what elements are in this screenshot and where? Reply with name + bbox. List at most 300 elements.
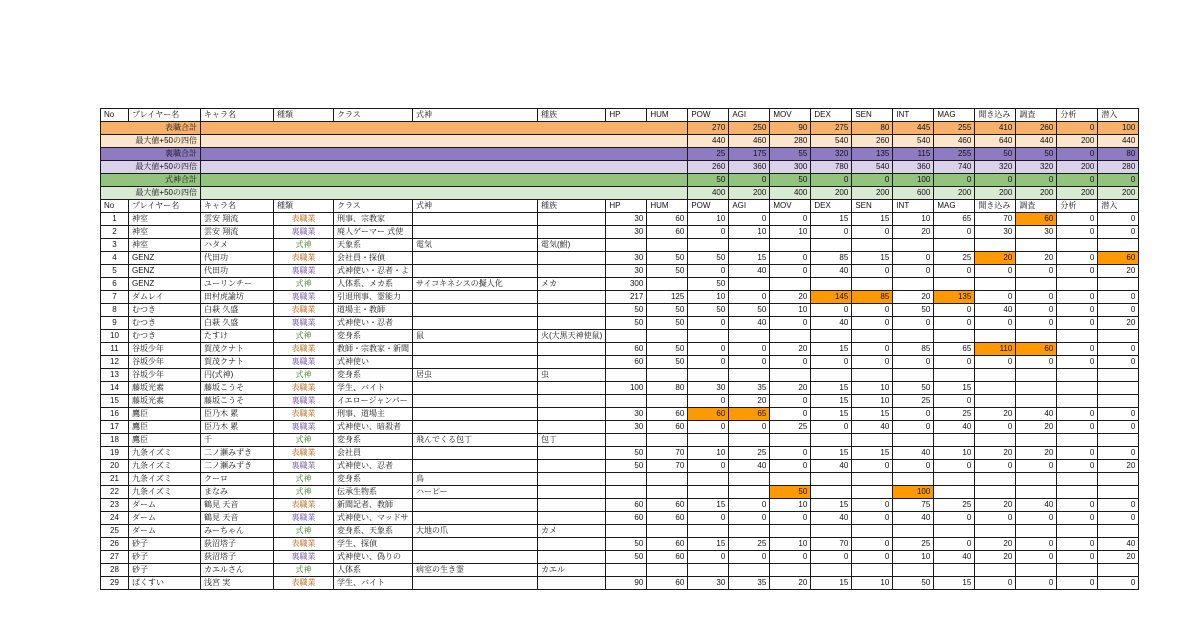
stat-cell[interactable]: 0 (852, 304, 893, 317)
character-name-cell[interactable]: 千 (201, 434, 274, 447)
stat-cell[interactable] (893, 330, 934, 343)
stat-cell[interactable] (1098, 330, 1139, 343)
stat-cell[interactable]: 40 (934, 551, 975, 564)
stat-cell[interactable]: 110 (975, 343, 1016, 356)
race-cell[interactable] (538, 382, 606, 395)
stat-cell[interactable]: 50 (647, 304, 688, 317)
summary-value[interactable]: 260 (688, 161, 729, 174)
stat-cell[interactable] (893, 369, 934, 382)
stat-cell[interactable] (1016, 564, 1057, 577)
stat-cell[interactable]: 0 (811, 356, 852, 369)
stat-cell[interactable]: 0 (770, 213, 811, 226)
stat-cell[interactable] (852, 525, 893, 538)
summary-merged-cell[interactable] (201, 135, 688, 148)
stat-cell[interactable]: 25 (729, 538, 770, 551)
class-cell[interactable]: 学生、探偵 (334, 538, 413, 551)
row-number-cell[interactable]: 25 (101, 525, 129, 538)
shikigami-cell[interactable] (413, 408, 538, 421)
stat-cell[interactable]: 60 (647, 499, 688, 512)
race-cell[interactable] (538, 395, 606, 408)
row-number-cell[interactable]: 18 (101, 434, 129, 447)
type-cell[interactable]: 裏職業 (274, 421, 334, 434)
stat-cell[interactable]: 0 (852, 265, 893, 278)
stat-cell[interactable]: 15 (852, 252, 893, 265)
stat-cell[interactable]: 40 (811, 265, 852, 278)
stat-cell[interactable] (975, 395, 1016, 408)
shikigami-cell[interactable] (413, 304, 538, 317)
summary-value[interactable]: 25 (688, 148, 729, 161)
stat-cell[interactable]: 40 (729, 317, 770, 330)
stat-cell[interactable]: 0 (1057, 226, 1098, 239)
stat-cell[interactable] (688, 525, 729, 538)
stat-cell[interactable]: 0 (1016, 317, 1057, 330)
column-header-16[interactable]: MAG (934, 109, 975, 122)
stat-cell[interactable]: 20 (1098, 317, 1139, 330)
summary-value[interactable]: 200 (729, 187, 770, 200)
race-cell[interactable] (538, 408, 606, 421)
stat-cell[interactable] (852, 239, 893, 252)
stat-cell[interactable] (975, 525, 1016, 538)
stat-cell[interactable] (647, 564, 688, 577)
player-name-cell[interactable]: 鷹臣 (129, 434, 201, 447)
race-cell[interactable] (538, 473, 606, 486)
stat-cell[interactable]: 0 (893, 460, 934, 473)
class-cell[interactable]: 会社員・探偵 (334, 252, 413, 265)
column-header-20[interactable]: 潜入 (1098, 200, 1139, 213)
player-name-cell[interactable]: むつき (129, 304, 201, 317)
stat-cell[interactable] (770, 525, 811, 538)
stat-cell[interactable]: 65 (934, 213, 975, 226)
stat-cell[interactable]: 40 (893, 512, 934, 525)
class-cell[interactable]: 会社員 (334, 447, 413, 460)
column-header-19[interactable]: 分析 (1057, 200, 1098, 213)
character-name-cell[interactable]: 二ノ瀬みずき (201, 460, 274, 473)
row-number-cell[interactable]: 3 (101, 239, 129, 252)
stat-cell[interactable]: 40 (1016, 408, 1057, 421)
stat-cell[interactable]: 0 (934, 317, 975, 330)
stat-cell[interactable]: 0 (975, 265, 1016, 278)
shikigami-cell[interactable]: 病室の生き霊 (413, 564, 538, 577)
character-name-cell[interactable]: 臣乃木 累 (201, 408, 274, 421)
row-number-cell[interactable]: 7 (101, 291, 129, 304)
stat-cell[interactable]: 0 (1098, 291, 1139, 304)
stat-cell[interactable]: 0 (1016, 551, 1057, 564)
type-cell[interactable]: 表職業 (274, 304, 334, 317)
summary-value[interactable]: 200 (975, 187, 1016, 200)
class-cell[interactable]: 道場主・教師 (334, 304, 413, 317)
stat-cell[interactable]: 60 (647, 421, 688, 434)
column-header-18[interactable]: 調査 (1016, 109, 1057, 122)
stat-cell[interactable]: 60 (647, 408, 688, 421)
shikigami-cell[interactable] (413, 447, 538, 460)
column-header-3[interactable]: キャラ名 (201, 109, 274, 122)
summary-value[interactable]: 200 (934, 187, 975, 200)
stat-cell[interactable] (975, 473, 1016, 486)
type-cell[interactable]: 裏職業 (274, 460, 334, 473)
stat-cell[interactable] (606, 486, 647, 499)
stat-cell[interactable] (975, 239, 1016, 252)
stat-cell[interactable] (893, 434, 934, 447)
stat-cell[interactable]: 0 (770, 447, 811, 460)
row-number-cell[interactable]: 10 (101, 330, 129, 343)
stat-cell[interactable]: 10 (852, 395, 893, 408)
stat-cell[interactable] (1057, 382, 1098, 395)
player-name-cell[interactable]: 藤坂光素 (129, 395, 201, 408)
stat-cell[interactable]: 0 (1098, 226, 1139, 239)
summary-value[interactable]: 400 (688, 187, 729, 200)
player-name-cell[interactable]: GENZ (129, 252, 201, 265)
summary-value[interactable]: 100 (893, 174, 934, 187)
summary-value[interactable]: 780 (811, 161, 852, 174)
player-name-cell[interactable]: ダーム (129, 512, 201, 525)
race-cell[interactable] (538, 343, 606, 356)
type-cell[interactable]: 裏職業 (274, 395, 334, 408)
summary-value[interactable]: 0 (1057, 174, 1098, 187)
stat-cell[interactable]: 0 (1057, 317, 1098, 330)
stat-cell[interactable]: 40 (852, 421, 893, 434)
stat-cell[interactable]: 0 (893, 356, 934, 369)
summary-value[interactable]: 440 (1098, 135, 1139, 148)
shikigami-cell[interactable] (413, 499, 538, 512)
stat-cell[interactable] (934, 525, 975, 538)
stat-cell[interactable]: 50 (893, 382, 934, 395)
row-number-cell[interactable]: 21 (101, 473, 129, 486)
stat-cell[interactable]: 0 (688, 395, 729, 408)
stat-cell[interactable]: 0 (852, 356, 893, 369)
stat-cell[interactable]: 30 (688, 382, 729, 395)
stat-cell[interactable]: 10 (688, 447, 729, 460)
summary-value[interactable]: 0 (934, 174, 975, 187)
class-cell[interactable]: 変身系、天象系 (334, 525, 413, 538)
summary-value[interactable]: 90 (770, 122, 811, 135)
stat-cell[interactable]: 15 (688, 538, 729, 551)
character-name-cell[interactable]: ユーリンチー (201, 278, 274, 291)
column-header-16[interactable]: MAG (934, 200, 975, 213)
stat-cell[interactable]: 100 (893, 486, 934, 499)
stat-cell[interactable] (975, 564, 1016, 577)
stat-cell[interactable]: 0 (975, 291, 1016, 304)
type-cell[interactable]: 式神 (274, 486, 334, 499)
type-cell[interactable]: 表職業 (274, 447, 334, 460)
stat-cell[interactable]: 0 (1057, 213, 1098, 226)
summary-value[interactable]: 640 (975, 135, 1016, 148)
character-name-cell[interactable]: みーちゃん (201, 525, 274, 538)
summary-value[interactable]: 135 (852, 148, 893, 161)
stat-cell[interactable]: 15 (688, 499, 729, 512)
stat-cell[interactable] (647, 486, 688, 499)
class-cell[interactable]: 引退刑事、霊能力 (334, 291, 413, 304)
race-cell[interactable] (538, 551, 606, 564)
stat-cell[interactable]: 0 (770, 317, 811, 330)
stat-cell[interactable]: 30 (606, 252, 647, 265)
stat-cell[interactable]: 30 (606, 226, 647, 239)
summary-value[interactable]: 275 (811, 122, 852, 135)
stat-cell[interactable]: 30 (606, 408, 647, 421)
player-name-cell[interactable]: むつき (129, 330, 201, 343)
stat-cell[interactable] (606, 525, 647, 538)
row-number-cell[interactable]: 29 (101, 577, 129, 590)
summary-value[interactable]: 260 (852, 135, 893, 148)
stat-cell[interactable]: 20 (770, 291, 811, 304)
character-name-cell[interactable]: 藤坂こうそ (201, 382, 274, 395)
stat-cell[interactable]: 25 (729, 447, 770, 460)
type-cell[interactable]: 式神 (274, 525, 334, 538)
row-number-cell[interactable]: 19 (101, 447, 129, 460)
shikigami-cell[interactable] (413, 252, 538, 265)
stat-cell[interactable]: 0 (852, 551, 893, 564)
stat-cell[interactable]: 20 (893, 291, 934, 304)
column-header-8[interactable]: HP (606, 200, 647, 213)
stat-cell[interactable]: 50 (688, 278, 729, 291)
stat-cell[interactable]: 50 (647, 265, 688, 278)
stat-cell[interactable]: 50 (606, 460, 647, 473)
stat-cell[interactable]: 0 (1098, 421, 1139, 434)
shikigami-cell[interactable] (413, 395, 538, 408)
stat-cell[interactable] (811, 486, 852, 499)
summary-label[interactable]: 最大値+50の四倍 (101, 187, 201, 200)
shikigami-cell[interactable]: 鼠 (413, 330, 538, 343)
shikigami-cell[interactable] (413, 356, 538, 369)
stat-cell[interactable]: 50 (647, 252, 688, 265)
stat-cell[interactable]: 60 (647, 213, 688, 226)
stat-cell[interactable]: 0 (934, 395, 975, 408)
player-name-cell[interactable]: 神室 (129, 226, 201, 239)
type-cell[interactable]: 表職業 (274, 382, 334, 395)
stat-cell[interactable]: 10 (688, 213, 729, 226)
stat-cell[interactable]: 40 (811, 317, 852, 330)
summary-value[interactable]: 445 (893, 122, 934, 135)
race-cell[interactable] (538, 213, 606, 226)
stat-cell[interactable] (1016, 473, 1057, 486)
summary-value[interactable]: 200 (1057, 161, 1098, 174)
stat-cell[interactable]: 0 (688, 226, 729, 239)
stat-cell[interactable]: 0 (852, 343, 893, 356)
character-name-cell[interactable]: 鶴見 天音 (201, 499, 274, 512)
stat-cell[interactable] (1057, 369, 1098, 382)
character-name-cell[interactable]: 賀茂クナト (201, 343, 274, 356)
summary-value[interactable]: 115 (893, 148, 934, 161)
summary-value[interactable]: 200 (1057, 187, 1098, 200)
stat-cell[interactable] (811, 434, 852, 447)
summary-value[interactable]: 280 (770, 135, 811, 148)
stat-cell[interactable] (975, 382, 1016, 395)
stat-cell[interactable]: 20 (975, 551, 1016, 564)
character-name-cell[interactable]: 臣乃木 累 (201, 421, 274, 434)
player-name-cell[interactable]: ダーム (129, 499, 201, 512)
stat-cell[interactable]: 0 (729, 343, 770, 356)
stat-cell[interactable]: 15 (934, 577, 975, 590)
stat-cell[interactable]: 60 (606, 343, 647, 356)
stat-cell[interactable]: 300 (606, 278, 647, 291)
stat-cell[interactable]: 0 (729, 512, 770, 525)
stat-cell[interactable]: 20 (975, 408, 1016, 421)
stat-cell[interactable] (1057, 330, 1098, 343)
stat-cell[interactable]: 0 (852, 499, 893, 512)
stat-cell[interactable]: 0 (934, 538, 975, 551)
column-header-14[interactable]: SEN (852, 109, 893, 122)
stat-cell[interactable]: 85 (893, 343, 934, 356)
summary-label[interactable]: 表職合計 (101, 122, 201, 135)
race-cell[interactable] (538, 538, 606, 551)
stat-cell[interactable]: 0 (1016, 291, 1057, 304)
stat-cell[interactable]: 0 (1057, 291, 1098, 304)
stat-cell[interactable] (1016, 330, 1057, 343)
stat-cell[interactable]: 25 (934, 408, 975, 421)
stat-cell[interactable] (934, 369, 975, 382)
stat-cell[interactable] (647, 330, 688, 343)
column-header-7[interactable]: 種族 (538, 200, 606, 213)
race-cell[interactable]: メカ (538, 278, 606, 291)
player-name-cell[interactable]: 砂子 (129, 564, 201, 577)
stat-cell[interactable]: 40 (975, 304, 1016, 317)
stat-cell[interactable]: 0 (975, 460, 1016, 473)
player-name-cell[interactable]: 鷹臣 (129, 421, 201, 434)
stat-cell[interactable]: 30 (688, 577, 729, 590)
stat-cell[interactable] (770, 564, 811, 577)
race-cell[interactable]: カエル (538, 564, 606, 577)
race-cell[interactable]: 包丁 (538, 434, 606, 447)
character-name-cell[interactable]: 荻沼塔子 (201, 551, 274, 564)
stat-cell[interactable]: 0 (1057, 343, 1098, 356)
summary-value[interactable]: 80 (852, 122, 893, 135)
column-header-6[interactable]: 式神 (413, 200, 538, 213)
summary-value[interactable]: 0 (1098, 174, 1139, 187)
column-header-18[interactable]: 調査 (1016, 200, 1057, 213)
type-cell[interactable]: 裏職業 (274, 317, 334, 330)
stat-cell[interactable] (1098, 395, 1139, 408)
row-number-cell[interactable]: 1 (101, 213, 129, 226)
stat-cell[interactable]: 20 (1016, 447, 1057, 460)
stat-cell[interactable]: 50 (893, 304, 934, 317)
player-name-cell[interactable]: ダムレイ (129, 291, 201, 304)
class-cell[interactable]: 式神使い・忍者・よ (334, 265, 413, 278)
race-cell[interactable] (538, 265, 606, 278)
stat-cell[interactable]: 0 (1016, 304, 1057, 317)
shikigami-cell[interactable] (413, 382, 538, 395)
column-header-17[interactable]: 聞き込み (975, 200, 1016, 213)
row-number-cell[interactable]: 20 (101, 460, 129, 473)
stat-cell[interactable]: 30 (606, 265, 647, 278)
character-name-cell[interactable]: 藤坂こうそ (201, 395, 274, 408)
character-name-cell[interactable]: 浅宮 実 (201, 577, 274, 590)
summary-value[interactable]: 50 (688, 174, 729, 187)
summary-value[interactable]: 255 (934, 122, 975, 135)
stat-cell[interactable]: 15 (934, 382, 975, 395)
stat-cell[interactable]: 15 (811, 382, 852, 395)
summary-value[interactable]: 300 (770, 161, 811, 174)
stat-cell[interactable] (811, 278, 852, 291)
stat-cell[interactable]: 0 (1057, 499, 1098, 512)
stat-cell[interactable]: 0 (688, 421, 729, 434)
stat-cell[interactable]: 50 (729, 304, 770, 317)
column-header-12[interactable]: MOV (770, 109, 811, 122)
type-cell[interactable]: 裏職業 (274, 512, 334, 525)
stat-cell[interactable]: 0 (688, 551, 729, 564)
shikigami-cell[interactable]: サイコキネシスの擬人化 (413, 278, 538, 291)
stat-cell[interactable]: 60 (1016, 213, 1057, 226)
class-cell[interactable]: 伝承生物系 (334, 486, 413, 499)
stat-cell[interactable]: 10 (852, 382, 893, 395)
type-cell[interactable]: 式神 (274, 278, 334, 291)
row-number-cell[interactable]: 24 (101, 512, 129, 525)
race-cell[interactable]: 電気(鮒) (538, 239, 606, 252)
summary-value[interactable]: 460 (934, 135, 975, 148)
stat-cell[interactable] (975, 278, 1016, 291)
stat-cell[interactable]: 20 (770, 343, 811, 356)
stat-cell[interactable]: 0 (934, 460, 975, 473)
character-name-cell[interactable]: 賀茂クナト (201, 356, 274, 369)
player-name-cell[interactable]: 鷹臣 (129, 408, 201, 421)
stat-cell[interactable]: 20 (770, 382, 811, 395)
stat-cell[interactable] (1057, 486, 1098, 499)
stat-cell[interactable]: 0 (975, 512, 1016, 525)
row-number-cell[interactable]: 5 (101, 265, 129, 278)
stat-cell[interactable] (852, 278, 893, 291)
column-header-15[interactable]: INT (893, 200, 934, 213)
stat-cell[interactable]: 20 (975, 447, 1016, 460)
type-cell[interactable]: 式神 (274, 434, 334, 447)
class-cell[interactable]: 教師・宗教家・新聞 (334, 343, 413, 356)
class-cell[interactable]: 変身系 (334, 369, 413, 382)
summary-merged-cell[interactable] (201, 187, 688, 200)
stat-cell[interactable] (934, 434, 975, 447)
stat-cell[interactable]: 0 (934, 512, 975, 525)
class-cell[interactable]: 変身系 (334, 330, 413, 343)
stat-cell[interactable]: 50 (606, 538, 647, 551)
stat-cell[interactable] (729, 473, 770, 486)
stat-cell[interactable]: 0 (1057, 421, 1098, 434)
column-header-1[interactable]: No (101, 200, 129, 213)
stat-cell[interactable]: 60 (606, 512, 647, 525)
character-name-cell[interactable]: 円(式神) (201, 369, 274, 382)
player-name-cell[interactable]: 九条イズミ (129, 447, 201, 460)
stat-cell[interactable]: 0 (729, 356, 770, 369)
stat-cell[interactable]: 0 (1098, 304, 1139, 317)
stat-cell[interactable]: 10 (770, 499, 811, 512)
character-name-cell[interactable]: クーロ (201, 473, 274, 486)
stat-cell[interactable]: 20 (975, 538, 1016, 551)
type-cell[interactable]: 式神 (274, 473, 334, 486)
stat-cell[interactable]: 20 (975, 252, 1016, 265)
stat-cell[interactable]: 50 (606, 317, 647, 330)
stat-cell[interactable]: 15 (852, 213, 893, 226)
stat-cell[interactable]: 60 (606, 356, 647, 369)
column-header-4[interactable]: 種類 (274, 109, 334, 122)
player-name-cell[interactable]: 谷坂少年 (129, 343, 201, 356)
stat-cell[interactable] (729, 278, 770, 291)
column-header-2[interactable]: プレイヤー名 (129, 109, 201, 122)
summary-value[interactable]: 250 (729, 122, 770, 135)
player-name-cell[interactable]: 神室 (129, 213, 201, 226)
stat-cell[interactable] (688, 330, 729, 343)
summary-value[interactable]: 0 (852, 174, 893, 187)
stat-cell[interactable]: 15 (729, 252, 770, 265)
stat-cell[interactable] (647, 369, 688, 382)
stat-cell[interactable]: 0 (1016, 460, 1057, 473)
player-name-cell[interactable]: GENZ (129, 278, 201, 291)
row-number-cell[interactable]: 27 (101, 551, 129, 564)
row-number-cell[interactable]: 6 (101, 278, 129, 291)
character-name-cell[interactable]: ハタメ (201, 239, 274, 252)
class-cell[interactable]: 式神使い、マッドサ (334, 512, 413, 525)
summary-value[interactable]: 200 (1016, 187, 1057, 200)
stat-cell[interactable]: 90 (606, 577, 647, 590)
stat-cell[interactable]: 145 (811, 291, 852, 304)
shikigami-cell[interactable] (413, 265, 538, 278)
summary-label[interactable]: 裏職合計 (101, 148, 201, 161)
stat-cell[interactable]: 0 (1098, 447, 1139, 460)
stat-cell[interactable] (893, 525, 934, 538)
